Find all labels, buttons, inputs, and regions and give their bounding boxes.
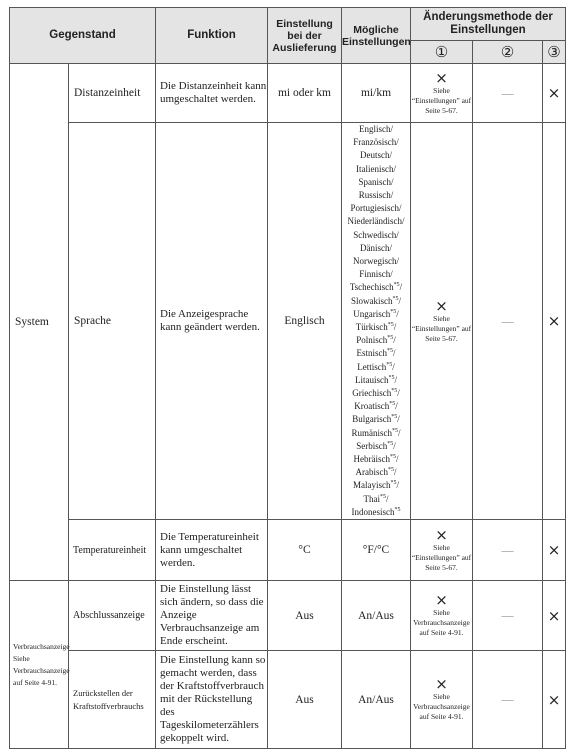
category-verbrauch: Verbrauchsanzeige Siehe Verbrauchsanzeige auf Seite 4-91. (10, 581, 69, 749)
function-zurueck: Die Einstellung kann so gemacht werden, dass der Kraftstoffverbrauch mit der Rückstellung des Tageskilometerzählers gekoppelt wird. (156, 651, 268, 749)
language-name: Deutsch/ (360, 150, 392, 161)
language-item (342, 163, 410, 176)
language-name: Slowakisch (350, 295, 393, 306)
language-item (342, 229, 410, 242)
language-separator: / (398, 295, 401, 306)
language-name: Französisch/ (353, 137, 399, 148)
language-item (342, 506, 410, 519)
language-item (342, 215, 410, 228)
footnote-marker: *5 (391, 427, 398, 434)
language-name: Ungarisch (353, 308, 391, 319)
header-funktion: Funktion (156, 8, 268, 64)
language-name: Englisch/ (359, 124, 393, 134)
x-mark-icon: × (435, 68, 448, 87)
language-separator: / (399, 282, 403, 293)
possible-abschluss: An/Aus (342, 581, 411, 651)
language-item (342, 136, 410, 149)
language-item (342, 400, 410, 413)
language-item (342, 176, 410, 189)
language-name: Kroatisch (354, 401, 390, 412)
method3-sprache: × (543, 123, 566, 520)
language-name: Italienisch/ (356, 163, 396, 174)
item-zurueck: Zurückstellen der Kraftstoffverbrauchs (69, 651, 156, 749)
language-separator: / (393, 467, 397, 478)
header-moegliche: Mögliche Einstellungen (342, 8, 411, 64)
header-col-3: ③ (543, 41, 566, 64)
language-separator: / (397, 414, 400, 425)
footnote-marker: *5 (390, 308, 397, 315)
language-item (342, 149, 410, 162)
language-name: Finnisch/ (359, 269, 393, 280)
language-separator: / (397, 427, 401, 438)
default-abschluss: Aus (268, 581, 342, 651)
method3-zurueck: × (543, 651, 566, 749)
language-name: Polnisch (356, 335, 388, 346)
item-sprache: Sprache (69, 123, 156, 520)
language-item (342, 374, 410, 387)
header-methode: Änderungsmethode der Einstellungen (411, 8, 566, 41)
method3-abschluss: × (543, 581, 566, 651)
language-item (342, 202, 410, 215)
footnote-marker: *5 (379, 493, 386, 500)
item-abschluss: Abschlussanzeige (69, 581, 156, 651)
method1-sprache (411, 123, 473, 520)
default-zurueck: Aus (268, 651, 342, 749)
language-item (342, 361, 410, 374)
method2-temperatur: — (473, 520, 543, 581)
language-name: Estnisch (356, 348, 387, 359)
x-mark-icon: × (435, 525, 448, 544)
language-name: Serbisch (356, 440, 388, 451)
language-item (342, 123, 410, 136)
language-item (342, 479, 410, 492)
language-name: Malayisch (352, 480, 391, 491)
footnote-marker: *5 (393, 282, 400, 289)
default-distanz: mi oder km (268, 64, 342, 123)
language-separator: / (395, 454, 399, 465)
language-separator: / (385, 493, 389, 504)
language-name: Spanisch/ (358, 176, 394, 187)
language-item (342, 347, 410, 360)
language-item (342, 413, 410, 426)
method3-distanz: × (543, 64, 566, 123)
category-system: System (10, 64, 69, 581)
possible-distanz: mi/km (342, 64, 411, 123)
language-name: Bulgarisch (352, 414, 392, 425)
language-name: Arabisch (355, 467, 388, 478)
language-name: Rumänisch (351, 427, 392, 438)
method1-ref: Siehe Verbrauchsanzeige auf Seite 4-91. (413, 692, 470, 722)
language-item (342, 189, 410, 202)
language-name: Hebräisch (353, 454, 390, 465)
language-item (342, 308, 410, 321)
method2-zurueck: — (473, 651, 543, 749)
language-item (342, 440, 410, 453)
language-item (342, 295, 410, 308)
footnote-marker: *5 (391, 414, 398, 421)
language-name: Norwegisch/ (353, 256, 399, 267)
language-name: Türkisch (355, 322, 388, 333)
footnote-marker: *5 (386, 361, 393, 368)
method2-abschluss: — (473, 581, 543, 651)
function-sprache: Die Anzeigesprache kann geändert werden. (156, 123, 268, 520)
method1-zurueck (411, 651, 473, 749)
header-einstellung: Einstellung bei der Auslieferung (268, 8, 342, 64)
function-abschluss: Die Einstellung lässt sich ändern, so dass die Anzeige Verbrauchsanzeige am Ende erscheint. (156, 581, 268, 651)
language-item (342, 334, 410, 347)
default-sprache: Englisch (268, 123, 342, 520)
footnote-marker: *5 (391, 388, 398, 395)
footnote-marker: *5 (387, 322, 394, 329)
language-name: Portugiesisch/ (350, 203, 402, 214)
language-item (342, 255, 410, 268)
header-col-2: ② (473, 41, 543, 64)
footnote-marker: *5 (387, 467, 394, 474)
method2-distanz: — (473, 64, 543, 123)
language-separator: / (393, 335, 396, 346)
language-item (342, 466, 410, 479)
language-separator: / (394, 374, 397, 385)
language-item (342, 493, 410, 506)
table-row-temperatur (10, 520, 566, 581)
language-separator: / (392, 361, 395, 372)
table-row-distanz (10, 64, 566, 123)
method1-ref: Siehe “Einstellungen” auf Seite 5-67. (411, 85, 472, 115)
language-name: Niederländisch/ (347, 216, 405, 227)
footnote-marker: *5 (394, 506, 401, 513)
item-distanz: Distanzeinheit (69, 64, 156, 123)
footnote-marker: *5 (386, 348, 393, 355)
method1-ref: Siehe Verbrauchsanzeige auf Seite 4-91. (413, 608, 470, 638)
x-mark-icon: × (435, 296, 448, 315)
x-mark-icon: × (435, 591, 448, 610)
default-temperatur: °C (268, 520, 342, 581)
language-name: Tschechisch (349, 282, 394, 293)
method1-temperatur (411, 520, 473, 581)
function-distanz: Die Distanzeinheit kann umgeschaltet werden. (156, 64, 268, 123)
table-row-zurueck (10, 651, 566, 749)
x-mark-icon: × (435, 675, 448, 694)
possible-languages-list (342, 123, 411, 520)
footnote-marker: *5 (387, 440, 394, 447)
method1-ref: Siehe “Einstellungen” auf Seite 5-67. (411, 542, 472, 572)
method1-distanz (411, 64, 473, 123)
method1-ref: Siehe “Einstellungen” auf Seite 5-67. (411, 313, 472, 343)
language-separator: / (396, 308, 399, 319)
language-name: Lettisch (357, 361, 387, 372)
language-separator: / (393, 322, 397, 333)
language-separator: / (397, 388, 400, 399)
language-name: Griechisch (352, 388, 392, 399)
method3-temperatur: × (543, 520, 566, 581)
header-gegenstand: Gegenstand (10, 8, 156, 64)
header-col-1: ① (411, 41, 473, 64)
footnote-marker: *5 (392, 295, 399, 302)
footnote-marker: *5 (388, 374, 395, 381)
language-separator: / (392, 348, 396, 359)
language-name: Schwedisch/ (353, 229, 399, 240)
method1-abschluss (411, 581, 473, 651)
footnote-marker: *5 (389, 454, 396, 461)
language-item (342, 268, 410, 281)
language-name: Thai (363, 493, 380, 504)
language-item (342, 281, 410, 294)
language-item (342, 321, 410, 334)
item-temperatur: Temperatureinheit (69, 520, 156, 581)
language-name: Dänisch/ (360, 242, 392, 253)
language-name: Litauisch (354, 374, 389, 385)
header-row (10, 8, 566, 41)
language-name: Indonesisch (351, 506, 395, 517)
language-separator: / (395, 401, 398, 412)
language-name: Russisch/ (358, 190, 394, 201)
function-temperatur: Die Temperatureinheit kann umgeschaltet werden. (156, 520, 268, 581)
footnote-marker: *5 (387, 335, 394, 342)
language-item (342, 427, 410, 440)
language-separator: / (393, 440, 396, 451)
language-item (342, 242, 410, 255)
possible-zurueck: An/Aus (342, 651, 411, 749)
language-item (342, 453, 410, 466)
table-row-sprache (10, 123, 566, 520)
table-row-abschluss (10, 581, 566, 651)
footnote-marker: *5 (389, 401, 396, 408)
language-item (342, 387, 410, 400)
settings-table (9, 7, 566, 749)
possible-temperatur: °F/°C (342, 520, 411, 581)
footnote-marker: *5 (390, 480, 397, 487)
language-separator: / (396, 480, 399, 491)
method2-sprache: — (473, 123, 543, 520)
